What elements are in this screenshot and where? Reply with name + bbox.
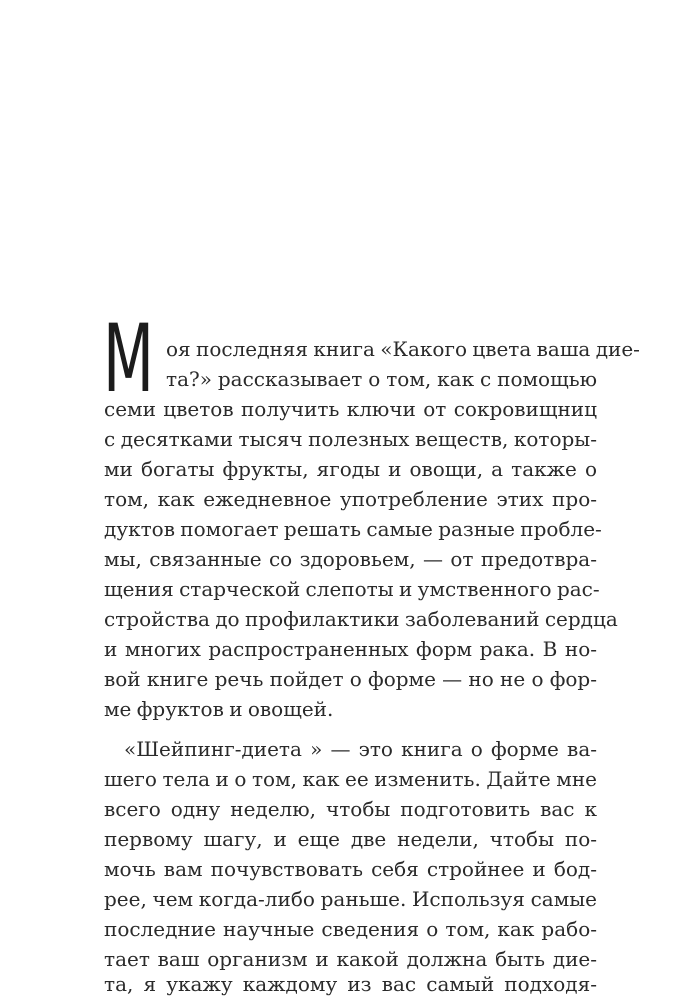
text-line: последние научные сведения о том, как рабо- [104,917,597,941]
text-line: с десятками тысяч полезных веществ, которы- [104,427,597,451]
drop-cap: М [103,305,153,414]
text-line: «Шейпинг-диета » — это книга о форме ва- [124,737,597,761]
text-line: и многих распространенных форм рака. В но- [104,637,597,661]
text-line: тает ваш организм и какой должна быть дие- [104,947,597,971]
text-line: дуктов помогает решать самые разные пробле- [104,517,602,541]
text-line: мочь вам почувствовать себя стройнее и бод- [104,857,597,881]
text-line: всего одну неделю, чтобы подготовить вас к [104,797,597,821]
text-line: шего тела и о том, как ее изменить. Дайте мне [104,767,597,791]
text-line: семи цветов получить ключи от сокровищниц [104,397,597,421]
text-line: та, я укажу каждому из вас самый подходя- [104,972,597,996]
text-line: первому шагу, и еще две недели, чтобы по- [104,827,597,851]
text-line: рее, чем когда-либо раньше. Используя самые [104,887,597,911]
text-line: вой книге речь пойдет о форме — но не о фор- [104,667,597,691]
text-line: стройства до профилактики заболеваний сердца [104,607,618,631]
text-line: мы, связанные со здоровьем, — от предотвра- [104,547,597,571]
text-line: щения старческой слепоты и умственного рас- [104,577,600,601]
text-line: том, как ежедневное употребление этих про- [104,487,597,511]
text-line: та?» рассказывает о том, как с помощью [166,367,597,391]
text-line: оя последняя книга «Какого цвета ваша дие- [166,337,640,361]
text-line: ме фруктов и овощей. [104,697,334,721]
text-line: ми богаты фрукты, ягоды и овощи, а также о [104,457,597,481]
